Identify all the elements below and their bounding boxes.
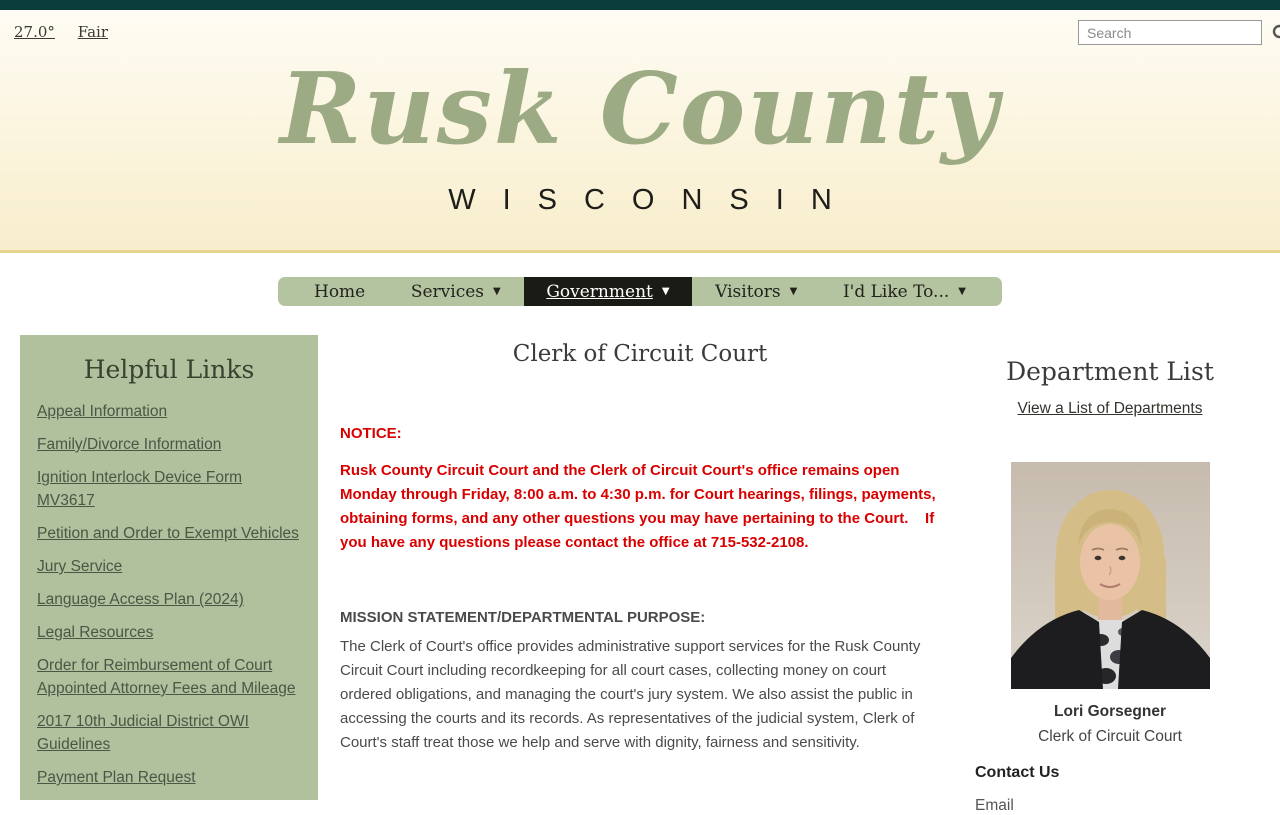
contact-us-heading: Contact Us — [975, 764, 1060, 781]
chevron-down-icon: ▼ — [493, 286, 501, 297]
sidebar-link-petition-exempt-vehicles[interactable]: Petition and Order to Exempt Vehicles — [37, 525, 299, 542]
view-departments-link[interactable]: View a List of Departments — [1017, 400, 1203, 417]
nav-item-services[interactable] — [389, 277, 523, 306]
sidebar-link-ignition-interlock-form[interactable]: Ignition Interlock Device Form MV3617 — [37, 469, 243, 509]
sidebar-link-appeal-information[interactable]: Appeal Information — [37, 403, 168, 420]
sidebar-link-legal-resources[interactable]: Legal Resources — [37, 624, 154, 641]
sidebar-link-order-reimbursement-attorney-fees[interactable]: Order for Reimbursement of Court Appointed Attorney Fees and Mileage — [37, 657, 296, 697]
nav-item-government[interactable] — [524, 277, 691, 306]
top-accent-bar — [0, 0, 1280, 10]
mission-statement-text: The Clerk of Court's office provides administrative support services for the Rusk County Circuit Court including recordkeeping for all court cases, collecting money on court ordered obligations, and managing the court's jury system. We also assist the public in accessing the courts and its records. As representatives of the judicial system, Clerk of Court's staff treat those we help and serve with dignity, fairness and sensitivity. — [340, 638, 921, 751]
nav-item-home[interactable] — [292, 277, 387, 306]
nav-item-label: Visitors — [715, 281, 781, 302]
sidebar-title: Helpful Links — [83, 355, 255, 384]
department-list-panel — [975, 357, 1245, 815]
search-box — [1078, 20, 1262, 45]
notice-text: Rusk County Circuit Court and the Clerk of Circuit Court's office remains open Monday through Friday, 8:00 a.m. to 4:30 p.m. for Court hearings, filings, payments, obtaining forms, and any other questions you may have pertaining to the Court. If you have any questions please contact the office at 715-532-2108. — [340, 462, 940, 551]
weather-temperature-link[interactable]: 27.0° — [14, 23, 55, 41]
nav-item-label: Government — [546, 281, 653, 302]
logo-subtitle: WISCONSIN — [448, 184, 859, 216]
chevron-down-icon: ▼ — [958, 286, 966, 297]
nav-item-label: Services — [410, 281, 485, 302]
department-list-title: Department List — [1006, 357, 1214, 386]
person-title: Clerk of Circuit Court — [1038, 728, 1182, 745]
weather-condition-link[interactable]: Fair — [77, 23, 108, 41]
nav-item-id-like-to[interactable] — [821, 277, 988, 306]
helpful-links-sidebar — [20, 335, 318, 800]
person-name: Lori Gorsegner — [1054, 703, 1166, 720]
nav-item-label: I'd Like To... — [842, 281, 950, 302]
sidebar-link-payment-plan-request[interactable]: Payment Plan Request — [37, 769, 196, 786]
email-link[interactable]: Email — [975, 797, 1014, 814]
site-header — [0, 10, 1280, 253]
notice-label: NOTICE: — [340, 425, 402, 442]
mission-statement-heading: MISSION STATEMENT/DEPARTMENTAL PURPOSE: — [340, 609, 706, 626]
staff-portrait-photo — [1011, 462, 1210, 689]
chevron-down-icon: ▼ — [661, 286, 670, 297]
site-logo[interactable] — [0, 50, 1280, 217]
nav-item-visitors[interactable] — [693, 277, 819, 306]
weather-widget — [14, 23, 126, 41]
nav-item-label: Home — [314, 281, 366, 302]
sidebar-link-owi-guidelines[interactable]: 2017 10th Judicial District OWI Guidelines — [37, 713, 249, 753]
search-icon — [1272, 24, 1280, 42]
main-navigation — [278, 277, 1002, 306]
logo-title: Rusk County — [280, 52, 1000, 167]
chevron-down-icon: ▼ — [789, 286, 798, 297]
sidebar-link-family-divorce-information[interactable]: Family/Divorce Information — [37, 436, 222, 453]
main-content — [340, 341, 940, 755]
sidebar-link-jury-service[interactable]: Jury Service — [37, 558, 123, 575]
search-input[interactable] — [1079, 25, 1272, 41]
sidebar-link-language-access-plan[interactable]: Language Access Plan (2024) — [37, 591, 244, 608]
search-button[interactable] — [1272, 21, 1280, 44]
page-title: Clerk of Circuit Court — [512, 341, 768, 367]
